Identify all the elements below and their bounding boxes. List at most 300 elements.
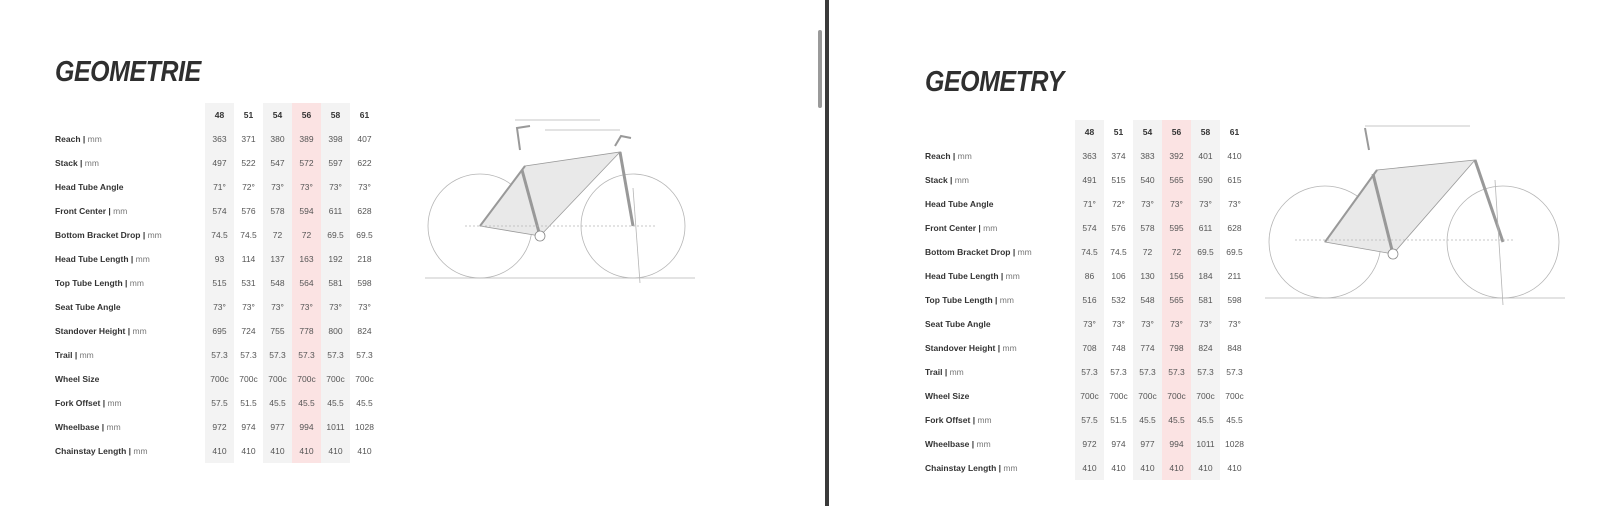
table-cell: 410 (1075, 456, 1104, 480)
unit-separator: | (122, 278, 130, 288)
table-cell: 73° (1162, 192, 1191, 216)
table-cell: 576 (1111, 223, 1126, 233)
row-label (55, 175, 205, 199)
row-label (55, 439, 205, 463)
unit-separator: | (970, 415, 978, 425)
table-cell: 700c (205, 367, 234, 391)
table-cell: 516 (1075, 288, 1104, 312)
table-cell: 73° (358, 302, 371, 312)
table-cell: 371 (241, 134, 256, 144)
geometry-table (55, 103, 379, 463)
table-cell: 192 (321, 247, 350, 271)
table-cell: 974 (241, 422, 256, 432)
table-row-fork-offset (55, 391, 379, 415)
table-cell: 74.5 (205, 223, 234, 247)
table-cell: 57.3 (356, 350, 373, 360)
row-label (925, 288, 1075, 312)
row-label (925, 432, 1075, 456)
table-cell: 977 (1133, 432, 1162, 456)
table-cell: 700c (321, 367, 350, 391)
table-cell: 57.3 (1162, 360, 1191, 384)
row-label (55, 415, 205, 439)
table-cell: 73° (321, 175, 350, 199)
row-label-name: Fork Offset (55, 398, 101, 408)
table-cell: 45.5 (263, 391, 292, 415)
row-label-name: Head Tube Angle (55, 182, 124, 192)
table-cell: 73° (1228, 319, 1241, 329)
table-cell: 114 (241, 254, 256, 264)
unit-separator: | (950, 151, 958, 161)
table-cell: 522 (241, 158, 256, 168)
unit-separator: | (969, 439, 977, 449)
row-label (925, 336, 1075, 360)
table-cell: 848 (1227, 343, 1242, 353)
table-cell: 398 (321, 127, 350, 151)
row-label (925, 384, 1075, 408)
table-cell: 531 (241, 278, 256, 288)
table-cell: 73° (321, 295, 350, 319)
row-label (925, 456, 1075, 480)
table-cell: 994 (292, 415, 321, 439)
row-label (925, 264, 1075, 288)
bike-geometry-diagram-icon (425, 108, 695, 288)
unit-separator: | (996, 463, 1004, 473)
unit-separator: | (125, 326, 133, 336)
row-label-name: Seat Tube Angle (925, 319, 991, 329)
table-cell: 57.3 (205, 343, 234, 367)
row-label (55, 199, 205, 223)
row-label-unit: mm (84, 158, 99, 168)
row-label (55, 367, 205, 391)
row-label-name: Wheelbase (55, 422, 100, 432)
table-cell: 700c (1133, 384, 1162, 408)
row-label-name: Fork Offset (925, 415, 971, 425)
row-label-unit: mm (999, 295, 1014, 305)
table-cell: 72 (1133, 240, 1162, 264)
table-cell: 57.3 (263, 343, 292, 367)
table-cell: 45.5 (356, 398, 373, 408)
table-cell: 72° (1112, 199, 1125, 209)
table-cell: 156 (1162, 264, 1191, 288)
row-label-name: Standover Height (55, 326, 126, 336)
table-cell: 410 (321, 439, 350, 463)
table-cell: 73° (1075, 312, 1104, 336)
table-cell: 700c (1109, 391, 1128, 401)
table-cell: 69.5 (321, 223, 350, 247)
table-cell: 72 (263, 223, 292, 247)
bike-geometry-diagram-icon (1265, 120, 1565, 310)
table-cell: 548 (263, 271, 292, 295)
table-row-top-tube-length (925, 288, 1249, 312)
table-cell: 410 (1227, 151, 1242, 161)
unit-separator: | (140, 230, 148, 240)
table-cell: 380 (263, 127, 292, 151)
table-cell: 548 (1133, 288, 1162, 312)
table-cell: 211 (1227, 271, 1242, 281)
table-cell: 410 (1191, 456, 1220, 480)
unit-separator: | (99, 422, 107, 432)
table-cell: 564 (292, 271, 321, 295)
table-cell: 57.3 (321, 343, 350, 367)
table-cell: 800 (321, 319, 350, 343)
table-cell: 576 (241, 206, 256, 216)
table-cell: 137 (263, 247, 292, 271)
table-cell: 57.5 (1075, 408, 1104, 432)
row-label-unit: mm (976, 439, 991, 449)
size-header-48: 48 (1075, 120, 1104, 144)
table-cell: 1011 (321, 415, 350, 439)
row-label (925, 408, 1075, 432)
table-cell: 724 (241, 326, 256, 336)
table-cell: 163 (292, 247, 321, 271)
row-label-name: Front Center (55, 206, 106, 216)
table-cell: 73° (1162, 312, 1191, 336)
table-cell: 45.5 (292, 391, 321, 415)
header-spacer (55, 103, 205, 127)
size-header-58: 58 (1191, 120, 1220, 144)
table-cell: 74.5 (1110, 247, 1127, 257)
table-cell: 72 (292, 223, 321, 247)
table-row-chainstay-length (55, 439, 379, 463)
row-label (925, 216, 1075, 240)
table-cell: 994 (1162, 432, 1191, 456)
table-row-front-center (925, 216, 1249, 240)
size-header-54: 54 (1133, 120, 1162, 144)
table-cell: 45.5 (321, 391, 350, 415)
table-cell: 578 (263, 199, 292, 223)
table-cell: 383 (1133, 144, 1162, 168)
table-row-wheel-size (55, 367, 379, 391)
table-row-standover-height (55, 319, 379, 343)
row-label (55, 271, 205, 295)
table-cell: 700c (239, 374, 258, 384)
unit-separator: | (1010, 247, 1018, 257)
row-label-name: Wheelbase (925, 439, 970, 449)
table-cell: 106 (1111, 271, 1126, 281)
table-row-chainstay-length (925, 456, 1249, 480)
table-cell: 590 (1191, 168, 1220, 192)
row-label-name: Front Center (925, 223, 976, 233)
row-label-unit: mm (1003, 463, 1018, 473)
table-cell: 1028 (1225, 439, 1244, 449)
size-header-61: 61 (359, 110, 370, 120)
table-cell: 700c (1162, 384, 1191, 408)
table-cell: 51.5 (1110, 415, 1127, 425)
table-cell: 57.3 (240, 350, 257, 360)
row-label-name: Chainstay Length (55, 446, 127, 456)
row-label-name: Top Tube Length (925, 295, 993, 305)
table-cell: 972 (205, 415, 234, 439)
row-label-name: Trail (925, 367, 943, 377)
table-row-head-tube-length (925, 264, 1249, 288)
table-cell: 595 (1162, 216, 1191, 240)
table-cell: 45.5 (1133, 408, 1162, 432)
table-cell: 410 (263, 439, 292, 463)
table-cell: 708 (1075, 336, 1104, 360)
table-cell: 57.3 (1191, 360, 1220, 384)
table-cell: 73° (1191, 312, 1220, 336)
table-cell: 574 (205, 199, 234, 223)
table-cell: 57.3 (292, 343, 321, 367)
table-cell: 73° (263, 175, 292, 199)
table-cell: 778 (292, 319, 321, 343)
table-cell: 410 (1133, 456, 1162, 480)
table-cell: 974 (1111, 439, 1126, 449)
row-label-name: Chainstay Length (925, 463, 997, 473)
row-label-unit: mm (954, 175, 969, 185)
unit-separator: | (995, 343, 1003, 353)
unit-separator: | (100, 398, 108, 408)
table-row-standover-height (925, 336, 1249, 360)
row-label-unit: mm (107, 398, 122, 408)
table-row-bottom-bracket-drop (925, 240, 1249, 264)
row-label (55, 391, 205, 415)
row-label-name: Standover Height (925, 343, 996, 353)
row-label-unit: mm (1002, 343, 1017, 353)
table-cell: 977 (263, 415, 292, 439)
size-header-row (925, 120, 1249, 144)
table-cell: 700c (292, 367, 321, 391)
table-cell: 57.3 (1226, 367, 1243, 377)
table-cell: 972 (1075, 432, 1104, 456)
table-row-trail (55, 343, 379, 367)
table-cell: 73° (1133, 312, 1162, 336)
table-cell: 57.3 (1110, 367, 1127, 377)
table-cell: 572 (292, 151, 321, 175)
table-cell: 72 (1162, 240, 1191, 264)
table-cell: 410 (1227, 463, 1242, 473)
table-cell: 611 (321, 199, 350, 223)
table-cell: 774 (1133, 336, 1162, 360)
row-label-unit: mm (129, 278, 144, 288)
table-cell: 51.5 (240, 398, 257, 408)
table-row-head-tube-angle (55, 175, 379, 199)
size-header-56: 56 (292, 103, 321, 127)
table-row-wheelbase (55, 415, 379, 439)
table-cell: 622 (357, 158, 372, 168)
row-label-name: Reach (925, 151, 951, 161)
table-cell: 57.3 (1133, 360, 1162, 384)
row-label-name: Trail (55, 350, 73, 360)
table-row-wheel-size (925, 384, 1249, 408)
table-cell: 491 (1075, 168, 1104, 192)
table-cell: 540 (1133, 168, 1162, 192)
table-cell: 581 (1191, 288, 1220, 312)
row-label-unit: mm (106, 422, 121, 432)
table-cell: 73° (1228, 199, 1241, 209)
row-label (55, 127, 205, 151)
row-label-unit: mm (113, 206, 128, 216)
unit-separator: | (72, 350, 80, 360)
table-cell: 374 (1111, 151, 1126, 161)
table-cell: 73° (242, 302, 255, 312)
table-cell: 86 (1075, 264, 1104, 288)
table-row-trail (925, 360, 1249, 384)
table-row-seat-tube-angle (55, 295, 379, 319)
row-label-unit: mm (983, 223, 998, 233)
table-cell: 363 (1075, 144, 1104, 168)
size-header-54: 54 (263, 103, 292, 127)
table-row-head-tube-length (55, 247, 379, 271)
geometry-page-right (829, 0, 1600, 506)
table-row-seat-tube-angle (925, 312, 1249, 336)
table-cell: 73° (358, 182, 371, 192)
row-label-unit: mm (132, 326, 147, 336)
table-cell: 515 (1111, 175, 1126, 185)
page-title: GEOMETRIE (55, 56, 201, 88)
table-cell: 71° (1075, 192, 1104, 216)
table-cell: 574 (1075, 216, 1104, 240)
size-header-row (55, 103, 379, 127)
table-cell: 755 (263, 319, 292, 343)
unit-separator: | (998, 271, 1006, 281)
row-label-name: Wheel Size (55, 374, 100, 384)
table-cell: 1011 (1191, 432, 1220, 456)
row-label-name: Stack (925, 175, 948, 185)
scrollbar-thumb[interactable] (818, 30, 822, 108)
table-cell: 72° (242, 182, 255, 192)
table-cell: 515 (205, 271, 234, 295)
table-cell: 363 (205, 127, 234, 151)
row-label-unit: mm (135, 254, 150, 264)
table-cell: 594 (292, 199, 321, 223)
row-label-name: Seat Tube Angle (55, 302, 121, 312)
table-row-stack (925, 168, 1249, 192)
table-cell: 45.5 (1226, 415, 1243, 425)
table-cell: 824 (1191, 336, 1220, 360)
table-cell: 69.5 (1226, 247, 1243, 257)
table-cell: 547 (263, 151, 292, 175)
table-cell: 74.5 (240, 230, 257, 240)
row-label-unit: mm (949, 367, 964, 377)
table-cell: 93 (205, 247, 234, 271)
table-cell: 410 (1111, 463, 1126, 473)
row-label (55, 343, 205, 367)
table-cell: 73° (1133, 192, 1162, 216)
unit-separator: | (126, 446, 134, 456)
table-cell: 578 (1133, 216, 1162, 240)
table-cell: 824 (357, 326, 372, 336)
unit-separator: | (976, 223, 984, 233)
table-cell: 73° (292, 175, 321, 199)
size-header-51: 51 (1113, 127, 1124, 137)
table-cell: 392 (1162, 144, 1191, 168)
row-label-unit: mm (133, 446, 148, 456)
table-cell: 401 (1191, 144, 1220, 168)
row-label-unit: mm (87, 134, 102, 144)
row-label-name: Stack (55, 158, 78, 168)
row-label-unit: mm (1005, 271, 1020, 281)
table-cell: 73° (205, 295, 234, 319)
table-row-bottom-bracket-drop (55, 223, 379, 247)
row-label-name: Wheel Size (925, 391, 970, 401)
row-label-unit: mm (957, 151, 972, 161)
row-label (925, 192, 1075, 216)
table-cell: 71° (205, 175, 234, 199)
table-cell: 407 (357, 134, 372, 144)
table-cell: 700c (1191, 384, 1220, 408)
row-label-name: Head Tube Length (925, 271, 999, 281)
row-label (55, 295, 205, 319)
table-row-top-tube-length (55, 271, 379, 295)
table-cell: 389 (292, 127, 321, 151)
table-row-wheelbase (925, 432, 1249, 456)
row-label (925, 312, 1075, 336)
table-cell: 1028 (355, 422, 374, 432)
table-cell: 69.5 (1191, 240, 1220, 264)
table-cell: 497 (205, 151, 234, 175)
size-header-51: 51 (243, 110, 254, 120)
table-cell: 57.3 (1075, 360, 1104, 384)
table-cell: 700c (1225, 391, 1244, 401)
table-cell: 598 (1227, 295, 1242, 305)
table-cell: 798 (1162, 336, 1191, 360)
row-label (925, 144, 1075, 168)
table-cell: 69.5 (356, 230, 373, 240)
unit-separator: | (947, 175, 955, 185)
table-cell: 597 (321, 151, 350, 175)
unit-separator: | (128, 254, 136, 264)
table-cell: 700c (263, 367, 292, 391)
table-row-head-tube-angle (925, 192, 1249, 216)
row-label (925, 168, 1075, 192)
header-spacer (925, 120, 1075, 144)
row-label (55, 319, 205, 343)
table-row-fork-offset (925, 408, 1249, 432)
table-cell: 410 (1162, 456, 1191, 480)
row-label (55, 223, 205, 247)
row-label-unit: mm (79, 350, 94, 360)
table-cell: 57.5 (205, 391, 234, 415)
table-cell: 410 (205, 439, 234, 463)
table-cell: 184 (1191, 264, 1220, 288)
row-label-unit: mm (1017, 247, 1032, 257)
table-cell: 628 (357, 206, 372, 216)
table-cell: 565 (1162, 288, 1191, 312)
size-header-56: 56 (1162, 120, 1191, 144)
table-row-front-center (55, 199, 379, 223)
row-label (925, 360, 1075, 384)
row-label-name: Bottom Bracket Drop (55, 230, 141, 240)
table-row-reach (55, 127, 379, 151)
row-label-unit: mm (977, 415, 992, 425)
table-cell: 748 (1111, 343, 1126, 353)
unit-separator: | (77, 158, 85, 168)
row-label-name: Bottom Bracket Drop (925, 247, 1011, 257)
table-cell: 410 (241, 446, 256, 456)
table-cell: 700c (355, 374, 374, 384)
table-cell: 611 (1191, 216, 1220, 240)
table-cell: 410 (292, 439, 321, 463)
geometry-table (925, 120, 1249, 480)
size-header-48: 48 (205, 103, 234, 127)
unit-separator: | (992, 295, 1000, 305)
table-cell: 700c (1075, 384, 1104, 408)
table-cell: 410 (357, 446, 372, 456)
table-row-stack (55, 151, 379, 175)
size-header-58: 58 (321, 103, 350, 127)
table-cell: 565 (1162, 168, 1191, 192)
table-cell: 532 (1111, 295, 1126, 305)
table-cell: 73° (292, 295, 321, 319)
table-cell: 615 (1227, 175, 1242, 185)
unit-separator: | (942, 367, 950, 377)
row-label-name: Top Tube Length (55, 278, 123, 288)
row-label (55, 247, 205, 271)
table-cell: 695 (205, 319, 234, 343)
row-label (55, 151, 205, 175)
table-cell: 45.5 (1162, 408, 1191, 432)
